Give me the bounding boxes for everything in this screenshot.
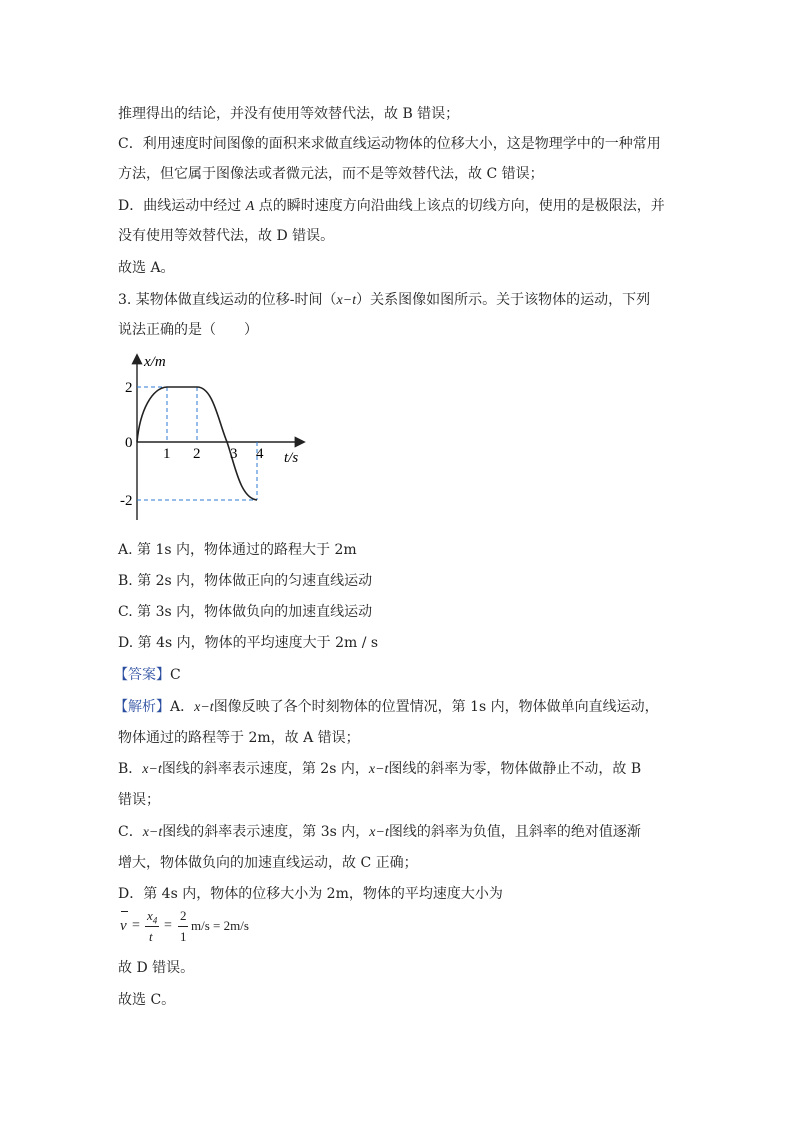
analysis-b1-a: B． [118,761,143,777]
analysis-c1-xt2: x−t [369,825,389,840]
analysis-b1-b: 图线的斜率表示速度，第 2s 内， [161,761,369,777]
q3-stem-xt: x−t [336,293,357,308]
analysis-c1-a: C． [118,824,143,840]
analysis-line-c1 [118,822,641,843]
prev-line-4 [118,196,665,217]
analysis-line-b1 [118,759,641,780]
formula-num-sub: 4 [152,915,158,926]
analysis-b1-c: 图线的斜率为零，物体做静止不动，故 B [388,761,642,777]
formula-den-t: t [149,929,153,944]
analysis-tag: 【解析】 [114,699,170,715]
y-axis-label: x/m [144,354,166,370]
final-answer: 故选 C。 [118,992,176,1008]
prev-line-5: 没有使用等效替代法，故 D 错误。 [118,228,335,244]
x-axis-label: t/s [284,450,299,466]
option-d: D. 第 4s 内，物体的平均速度大于 2m / s [118,635,379,651]
formula-num-2: 2 [180,908,187,923]
formula-eq-2: = [164,918,172,933]
analysis-line-a2: 物体通过的路程等于 2m，故 A 错误； [118,730,360,746]
formula-den-1: 1 [180,929,187,944]
analysis-a1-a: A． [170,699,195,715]
q3-stem-line-1 [118,290,650,311]
formula-num-x [147,908,157,926]
avg-velocity-formula [118,908,298,948]
fraction-bar-2 [178,926,188,927]
option-b: B. 第 2s 内，物体做正向的匀速直线运动 [118,573,373,589]
answer-tag: 【答案】 [114,667,170,683]
formula-v: v [120,918,127,934]
y-tick-neg2: -2 [120,493,133,509]
v-bar-line [121,911,128,912]
answer-value: C [170,667,181,683]
q3-stem-line-2: 说法正确的是（ ） [118,322,258,338]
q3-stem-a: 3. 某物体做直线运动的位移-时间（ [118,292,337,308]
y-tick-2: 2 [125,380,133,396]
analysis-a1-xt: x−t [194,700,214,715]
analysis-line-b2: 错误； [118,792,160,808]
option-a: A. 第 1s 内，物体通过的路程大于 2m [118,542,357,558]
prev-line-2: C．利用速度时间图像的面积来求做直线运动物体的位移大小，这是物理学中的一种常用 [118,136,661,152]
analysis-b1-xt: x−t [142,762,162,777]
analysis-a1-b: 图像反映了各个时刻物体的位置情况，第 1s 内，物体做单向直线运动， [213,699,659,715]
point-a-symbol: A [245,199,255,214]
analysis-c1-b: 图线的斜率表示速度，第 3s 内， [162,824,370,840]
analysis-line-d1: D．第 4s 内，物体的位移大小为 2m，物体的平均速度大小为 [118,886,503,902]
y-tick-0: 0 [125,435,133,451]
x-tick-3: 3 [230,446,238,462]
prev-line-1: 推理得出的结论，并没有使用等效替代法，故 B 错误； [118,106,460,122]
option-c: C. 第 3s 内，物体做负向的加速直线运动 [118,604,373,620]
x-tick-4: 4 [256,446,264,462]
answer-line [114,665,181,685]
formula-eq: = [132,918,140,933]
analysis-line-c2: 增大，物体做负向的加速直线运动，故 C 正确； [118,855,418,871]
q3-stem-b: ）关系图像如图所示。关于该物体的运动，下列 [356,292,651,308]
prev-line-4-b: 点的瞬时速度方向沿曲线上该点的切线方向，使用的是极限法，并 [254,198,665,214]
fraction-bar-1 [145,926,159,927]
x-tick-2: 2 [193,446,201,462]
formula-num-x-symbol: x [147,908,153,923]
prev-line-4-a: D．曲线运动中经过 [118,198,246,214]
analysis-line-d3: 故 D 错误。 [118,960,195,976]
x-tick-1: 1 [163,446,171,462]
prev-conclusion: 故选 A。 [118,260,175,276]
analysis-c1-c: 图线的斜率为负值，且斜率的绝对值逐渐 [388,824,641,840]
prev-line-3: 方法，但它属于图像法或者微元法，而不是等效替代法，故 C 错误； [118,166,544,182]
analysis-line-a1 [114,697,659,718]
analysis-c1-xt: x−t [142,825,163,840]
analysis-b1-xt2: x−t [368,762,389,777]
xt-graph [110,350,310,522]
formula-unit: m/s = 2m/s [191,918,249,933]
